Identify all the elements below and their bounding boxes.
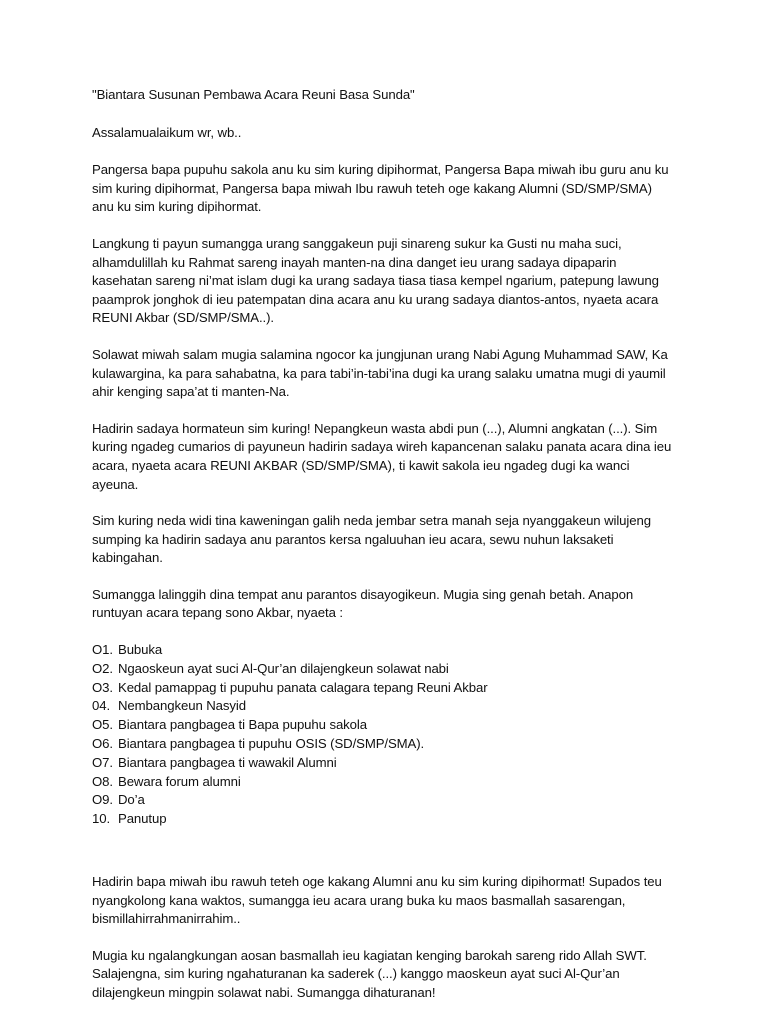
list-item-text: Panutup (118, 811, 167, 827)
list-item (92, 697, 676, 716)
list-item (92, 716, 676, 735)
paragraph-opening-basmallah: Hadirin bapa miwah ibu rawuh teteh oge kakang Alumni anu ku sim kuring dipihormat! Supados teu nyangkolong kana waktos, sumangga ieu acara urang buka ku maos basmallah sasarengan, bismillahirrahmanirrahim.. (92, 874, 662, 927)
list-item-number: 10. (92, 811, 111, 827)
list-item (92, 679, 676, 698)
list-item-number: O2. (92, 660, 113, 676)
program-list (92, 641, 676, 829)
list-item-number: O9. (92, 792, 113, 808)
list-item-text: Biantara pangbagea ti wawakil Alumni (118, 754, 337, 770)
list-item (92, 791, 676, 810)
list-item-text: Biantara pangbagea ti pupuhu OSIS (SD/SMP/SMA). (118, 736, 425, 752)
list-item-number: O5. (92, 717, 113, 733)
list-item (92, 754, 676, 773)
list-item-number: O1. (92, 642, 113, 658)
paragraph-opening-respects: Pangersa bapa pupuhu sakola anu ku sim kuring dipihormat, Pangersa Bapa miwah ibu guru anu ku sim kuring dipihormat, Pangersa bapa miwah Ibu rawuh teteh oge kakang Alumni (SD/SMP/SMA) anu ku sim kuring dipihormat. (92, 162, 669, 215)
paragraph-salawat: Solawat miwah salam mugia salamina ngocor ka jungjunan urang Nabi Agung Muhammad SAW, Ka kulawargina, ka para sahabatna, ka para tabi’in-tabi’ina dugi ka urang salaku umatna mugi di yaumil ahir kenging sapa’at ti manten-Na. (92, 346, 668, 400)
list-item-number: O8. (92, 773, 113, 789)
list-item (92, 660, 676, 679)
list-item (92, 735, 676, 754)
list-item-text: Bubuka (118, 642, 163, 658)
list-item (92, 810, 676, 829)
paragraph-agenda-intro: Sumangga lalinggih dina tempat anu parantos disayogikeun. Mugia sing genah betah. Anapon runtuyan acara tepang sono Akbar, nyaeta : (92, 586, 634, 621)
greeting: Assalamualaikum wr, wb.. (92, 124, 242, 140)
list-item-number: O6. (92, 736, 113, 752)
paragraph-introduction: Hadirin sadaya hormateun sim kuring! Nepangkeun wasta abdi pun (...), Alumni angkatan (...). Sim kuring ngadeg cumarios di payuneun hadirin sadaya wireh kapancenan salaku panata acara dina ieu acara, nyaeta acara REUNI AKBAR (SD/SMP/SMA), ti kawit sakola ieu ngadeg dugi ka wanci ayeuna. (92, 420, 672, 492)
document-title: "Biantara Susunan Pembawa Acara Reuni Basa Sunda" (92, 87, 415, 102)
paragraph-invitation: Mugia ku ngalangkungan aosan basmallah ieu kagiatan kenging barokah sareng rido Allah SWT. Salajengna, sim kuring ngahaturanan ka saderek (...) kanggo maoskeun ayat suci Al-Qur’an dilajengkeun mingpin solawat nabi. Sumangga dihaturanan! (92, 947, 647, 1000)
list-item-number: O7. (92, 754, 113, 770)
list-item-number: O3. (92, 679, 113, 695)
list-item-text: Ngaoskeun ayat suci Al-Qur’an dilajengkeun solawat nabi (118, 660, 449, 676)
paragraph-praise: Langkung ti payun sumangga urang sanggakeun puji sinareng sukur ka Gusti nu maha suci, alhamdulillah ku Rahmat sareng inayah manten-na dina danget ieu urang sadaya dipaparin kasehatan sareng ni’mat islam dugi ka urang sadaya tiasa tiasa kempel ngarium, patepung lawung paamprok jonghok di ieu patempatan dina acara anu ku urang sadaya diantos-antos, nyaeta acara REUNI Akbar (SD/SMP/SMA..). (92, 235, 659, 326)
list-item (92, 641, 676, 660)
list-item-text: Biantara pangbagea ti Bapa pupuhu sakola (118, 717, 367, 733)
list-item (92, 773, 676, 792)
list-item-text: Do’a (118, 792, 145, 808)
list-item-text: Nembangkeun Nasyid (118, 698, 246, 714)
list-item-text: Kedal pamappag ti pupuhu panata calagara tepang Reuni Akbar (118, 679, 488, 695)
list-item-number: 04. (92, 698, 111, 714)
paragraph-welcome: Sim kuring neda widi tina kaweningan galih neda jembar setra manah seja nyanggakeun wilujeng sumping ka hadirin sadaya anu parantos kersa ngaluuhan ieu acara, sewu nuhun laksaketi kabingahan. (92, 513, 651, 566)
list-item-text: Bewara forum alumni (118, 773, 241, 789)
